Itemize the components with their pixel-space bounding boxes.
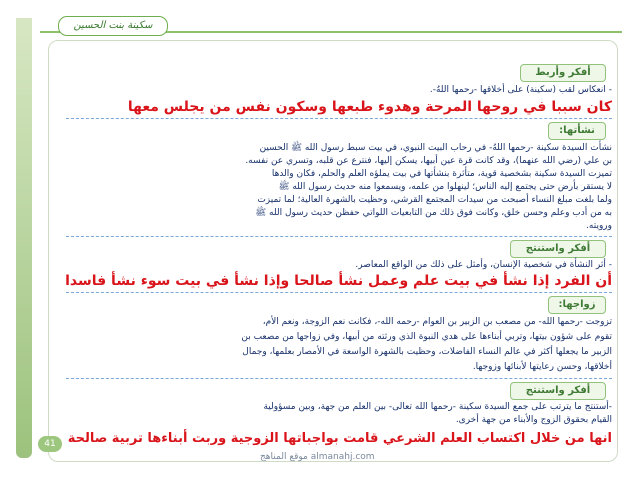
section-header-think-deduce: أفكر واستنتج	[510, 240, 606, 258]
section-text-line: تقوم على شؤون بيتها، وتربي أبناءها على هدي النبوة الذي ورثته من أبيها، وفي زواجها من مصعب بن	[241, 332, 612, 342]
section-header-think-deduce: أفكر واستنتج	[510, 382, 606, 400]
section-text-line: القيام بحقوق الزوج والأبناء من جهة أخرى.	[455, 415, 612, 425]
section-text-line: - انعكاس لقب (سكينة) على أخلاقها -رحمها اللهُ-.	[429, 85, 612, 95]
handwritten-answer: انها من خلال اكتساب العلم الشرعي قامت بواجباتها الزوجية وربت أبناءها تربية صالحة	[67, 431, 612, 446]
dashed-divider	[66, 236, 612, 237]
section-text-line: ورويته.	[586, 221, 612, 231]
section-text-line: - أثر النشأة في شخصية الإنسان، وأمثل على ذلك من الواقع المعاصر.	[355, 260, 612, 270]
section-text-line: بن علي (رضي الله عنهما)، وقد كانت قرة عين أبيها، يسكن إليها، فنترع عن قلبه، وتسري عن نفسه.	[245, 156, 612, 166]
section-text-line: -أستنتج ما يترتب على جمع السيدة سكينة -رحمها الله تعالى- بين العلم من جهة، وبين مسؤولية	[263, 402, 612, 412]
section-text-line: به من أدب وعلم وحسن خلق، وكانت فوق ذلك من التابعيات اللواتي حفظن حديث رسول الله ﷺ	[255, 208, 612, 218]
page-number-badge: 41	[38, 436, 62, 452]
handwritten-answer: كان سببا في روحها المرحة وهدوء طبعها وسكون نفس من يجلس معها	[127, 99, 612, 115]
section-text-line: نشأت السيدة سكينة -رحمها اللهُ- في رحاب البيت النبوي، في بيت سبط رسول الله ﷺ الحسين	[259, 143, 612, 153]
dashed-divider	[66, 378, 612, 379]
section-header-marriage: زواجها:	[548, 296, 606, 314]
side-rail	[16, 18, 32, 458]
section-text-line: أخلاقها، وحسن رعايتها لأبنائها وزوجها.	[472, 362, 612, 372]
section-text-line: ولما بلغت مبلغ النساء أصبحت من سيدات المجتمع القرشي، وحظيت بالشهرة العالية؛ لما تميزت	[257, 195, 612, 205]
chapter-tab: سكينة بنت الحسين	[58, 16, 168, 36]
handwritten-answer: أن الفرد إذا نشأ في بيت علم وعمل نشأ صالحا وإذا نشأ في بيت سوء نشأ فاسدا	[65, 273, 612, 289]
section-header-think-connect: أفكر وأربط	[520, 64, 606, 82]
dashed-divider	[66, 118, 612, 119]
top-bar	[0, 14, 640, 36]
section-text-line: تزوجت -رحمها الله- من مصعب بن الزبير بن العوام -رحمه الله-، فكانت نعم الزوجة، ونعم الأم،	[262, 317, 612, 327]
watermark-text: موقع المناهج almanahj.com	[260, 452, 375, 462]
section-header-upbringing: نشأتها:	[548, 122, 606, 140]
section-text-line: لا يستقر بأرض حتى يجتمع إليه الناس؛ لينهلوا من علمه، ويسمعوا منه حديث رسول الله ﷺ	[278, 182, 612, 192]
dashed-divider	[66, 292, 612, 293]
section-text-line: تميزت السيدة سكينة بشخصية قوية، متأثرة بنشأتها في بيت يملؤه العلم والحلم، فكان والدها	[271, 169, 612, 179]
section-text-line: الزبير ما يجعلها أكثر في عالم النساء الفاضلات، وحظيت بالشهرة الواسعة في الأمصار بعلمها، وجمال	[242, 347, 612, 357]
